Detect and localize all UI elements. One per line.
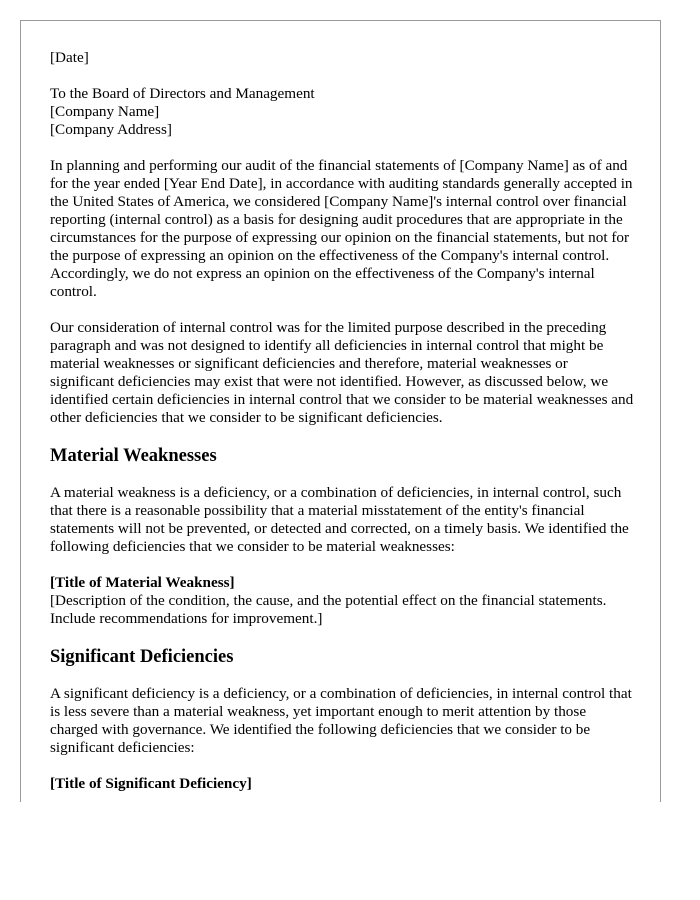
material-weakness-title: [Title of Material Weakness] xyxy=(50,574,235,591)
material-weaknesses-section xyxy=(50,445,635,628)
letter-date: [Date] xyxy=(50,49,89,66)
recipient-block xyxy=(50,85,635,139)
significant-deficiency-finding xyxy=(50,775,635,793)
significant-deficiencies-definition: A significant deficiency is a deficiency, or a combination of deficiencies, in internal control that is less severe than a material weakness, yet important enough to merit attention by those charged with governance. We identified the following deficiencies that we consider to be significant deficiencies: xyxy=(50,685,632,756)
recipient-company-address: [Company Address] xyxy=(50,121,172,138)
letter-page xyxy=(20,20,661,802)
intro-paragraph-2: Our consideration of internal control was for the limited purpose described in the preceding paragraph and was not designed to identify all deficiencies in internal control that might be material weaknesses or significant deficiencies and therefore, material weaknesses or significant deficiencies may exist that were not identified. However, as discussed below, we identified certain deficiencies in internal control that we consider to be material weaknesses and other deficiencies that we consider to be significant deficiencies. xyxy=(50,319,634,426)
significant-deficiency-title: [Title of Significant Deficiency] xyxy=(50,775,252,792)
material-weaknesses-definition: A material weakness is a deficiency, or a combination of deficiencies, in internal control, such that there is a reasonable possibility that a material misstatement of the entity's financial statements will not be prevented, or detected and corrected, on a timely basis. We identified the following deficiencies that we consider to be material weaknesses: xyxy=(50,484,629,555)
material-weakness-finding xyxy=(50,574,635,628)
recipient-addressee: To the Board of Directors and Management xyxy=(50,85,315,102)
spacer xyxy=(50,67,635,85)
material-weakness-description: [Description of the condition, the cause, and the potential effect on the financial statements. Include recommendations for improvement.] xyxy=(50,592,607,627)
significant-deficiencies-section xyxy=(50,646,635,793)
material-weaknesses-heading: Material Weaknesses xyxy=(50,446,217,466)
recipient-company-name: [Company Name] xyxy=(50,103,160,120)
letter-body xyxy=(50,49,635,802)
significant-deficiencies-heading: Significant Deficiencies xyxy=(50,647,234,667)
intro-paragraph-1: In planning and performing our audit of the financial statements of [Company Name] as of and for the year ended [Year End Date], in accordance with auditing standards generally accepted in the United States of America, we considered [Company Name]'s internal control over financial reporting (internal control) as a basis for designing audit procedures that are appropriate in the circumstances for the purpose of expressing our opinion on the financial statements, but not for the purpose of expressing an opinion on the effectiveness of the Company's internal control. Accordingly, we do not express an opinion on the effectiveness of the Company's internal control. xyxy=(50,157,633,300)
